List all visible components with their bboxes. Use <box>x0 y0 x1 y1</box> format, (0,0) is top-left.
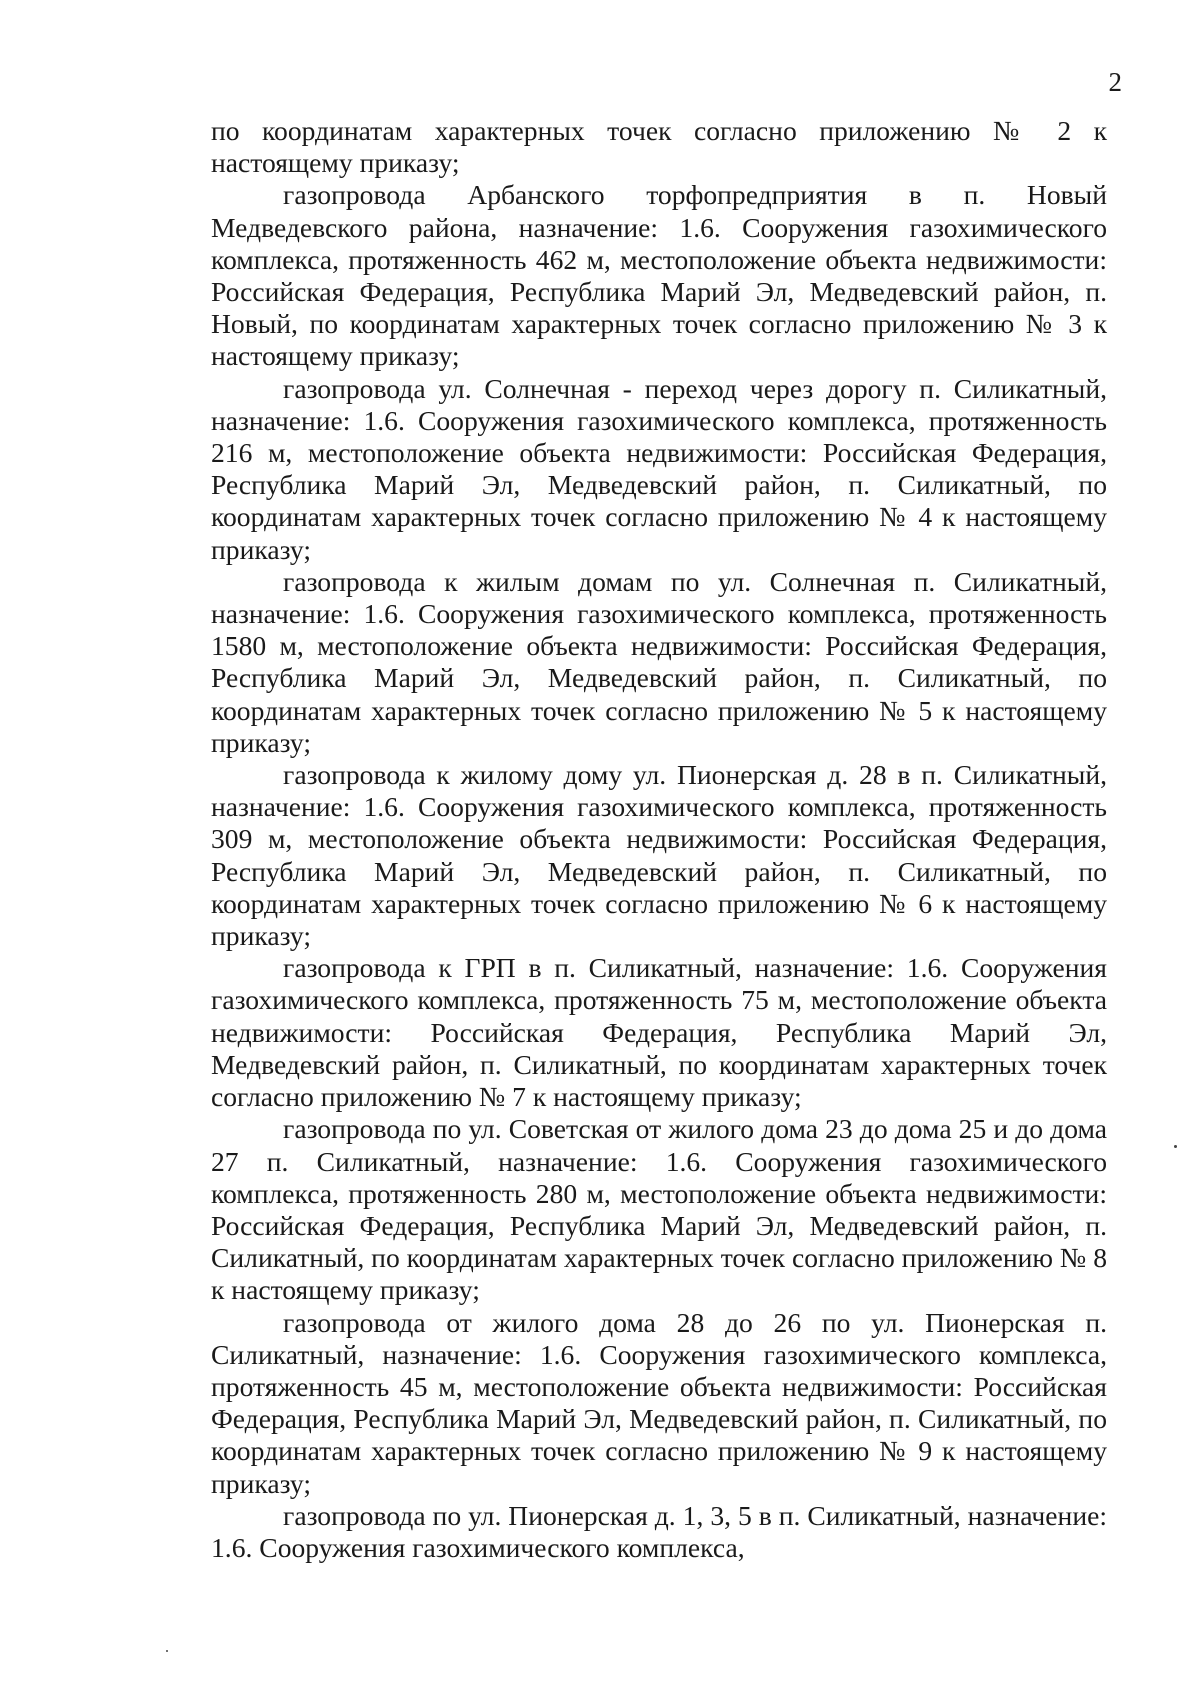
document-body <box>211 115 1107 1564</box>
scan-speck <box>166 1650 168 1652</box>
paragraph-solnechnaya-crossing: газопровода ул. Солнечная - переход через дорогу п. Силикатный, назначение: 1.6. Сооружения газохимического комплекса, протяженность 216 м, местоположение объекта недвижимости: Российская Федерация, Республика Марий Эл, Медведевский район, п. Силикатный, по координатам характерных точек согласно приложению № 4 к настоящему приказу; <box>211 372 1107 565</box>
scan-speck <box>1174 1145 1177 1148</box>
paragraph-pionerskaya-28: газопровода к жилому дому ул. Пионерская д. 28 в п. Силикатный, назначение: 1.6. Сооружения газохимического комплекса, протяженность 309 м, местоположение объекта недвижимости: Российская Федерация, Республика Марий Эл, Медведевский район, п. Силикатный, по координатам характерных точек согласно приложению № 6 к настоящему приказу; <box>211 759 1107 952</box>
paragraph-arbansky-pipeline: газопровода Арбанского торфопредприятия в п. Новый Медведевского района, назначение: 1.6. Сооружения газохимического комплекса, протяженность 462 м, местоположение объекта недвижимости: Российская Федерация, Республика Марий Эл, Медведевский район, п. Новый, по координатам характерных точек согласно приложению № 3 к настоящему приказу; <box>211 179 1107 372</box>
paragraph-solnechnaya-houses: газопровода к жилым домам по ул. Солнечная п. Силикатный, назначение: 1.6. Сооружения газохимического комплекса, протяженность 1580 м, местоположение объекта недвижимости: Российская Федерация, Республика Марий Эл, Медведевский район, п. Силикатный, по координатам характерных точек согласно приложению № 5 к настоящему приказу; <box>211 565 1107 758</box>
paragraph-pionerskaya-1-3-5: газопровода по ул. Пионерская д. 1, 3, 5 в п. Силикатный, назначение: 1.6. Сооружения газохимического комплекса, <box>211 1499 1107 1563</box>
paragraph-continuation: по координатам характерных точек согласно приложению № 2 к настоящему приказу; <box>211 115 1107 179</box>
paragraph-pionerskaya-28-26: газопровода от жилого дома 28 до 26 по ул. Пионерская п. Силикатный, назначение: 1.6. Сооружения газохимического комплекса, протяженность 45 м, местоположение объекта недвижимости: Российская Федерация, Республика Марий Эл, Медведевский район, п. Силикатный, по координатам характерных точек согласно приложению № 9 к настоящему приказу; <box>211 1306 1107 1499</box>
page-number: 2 <box>1108 67 1122 97</box>
paragraph-grp: газопровода к ГРП в п. Силикатный, назначение: 1.6. Сооружения газохимического комплекса, протяженность 75 м, местоположение объекта недвижимости: Российская Федерация, Республика Марий Эл, Медведевский район, п. Силикатный, по координатам характерных точек согласно приложению № 7 к настоящему приказу; <box>211 952 1107 1113</box>
paragraph-sovetskaya: газопровода по ул. Советская от жилого дома 23 до дома 25 и до дома 27 п. Силикатный, назначение: 1.6. Сооружения газохимического комплекса, протяженность 280 м, местоположение объекта недвижимости: Российская Федерация, Республика Марий Эл, Медведевский район, п. Силикатный, по координатам характерных точек согласно приложению № 8 к настоящему приказу; <box>211 1113 1107 1306</box>
